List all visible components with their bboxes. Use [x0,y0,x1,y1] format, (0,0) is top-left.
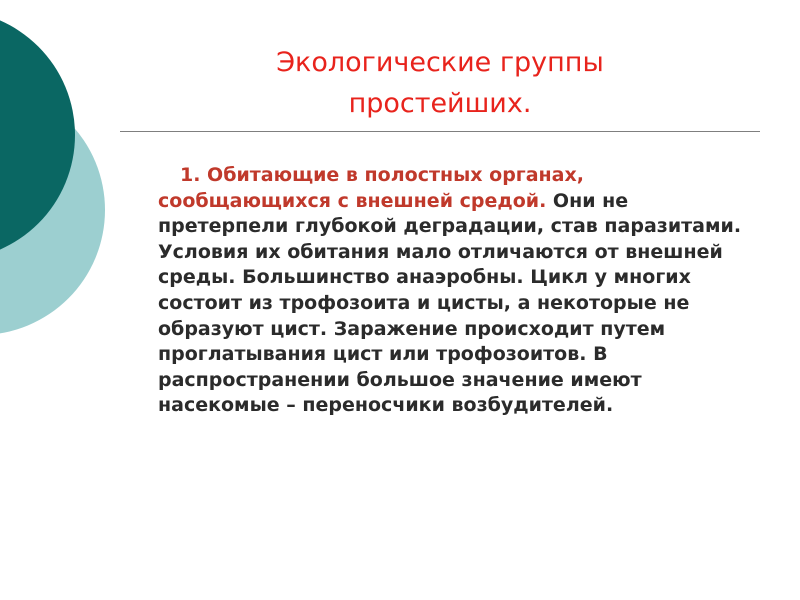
paragraph-highlight: 1. Обитающие в полостных органах, сообщающихся с внешней средой. [158,164,584,212]
paragraph-rest: Они не претерпели глубокой деградации, став паразитами. Условия их обитания мало отличаются от внешней среды. Большинство анаэробны. Цикл у многих состоит из трофозоита и цисты, а некоторые не образуют цист. Заражение происходит путем проглатывания цист или трофозоитов. В распространении большое значение имеют насекомые – переносчики возбудителей. [158,189,742,417]
title-line-1: Экологические группы [276,47,604,78]
body-paragraph [158,163,758,419]
slide-title [140,42,740,124]
title-divider [120,131,760,132]
title-line-2: простейших. [348,88,532,119]
